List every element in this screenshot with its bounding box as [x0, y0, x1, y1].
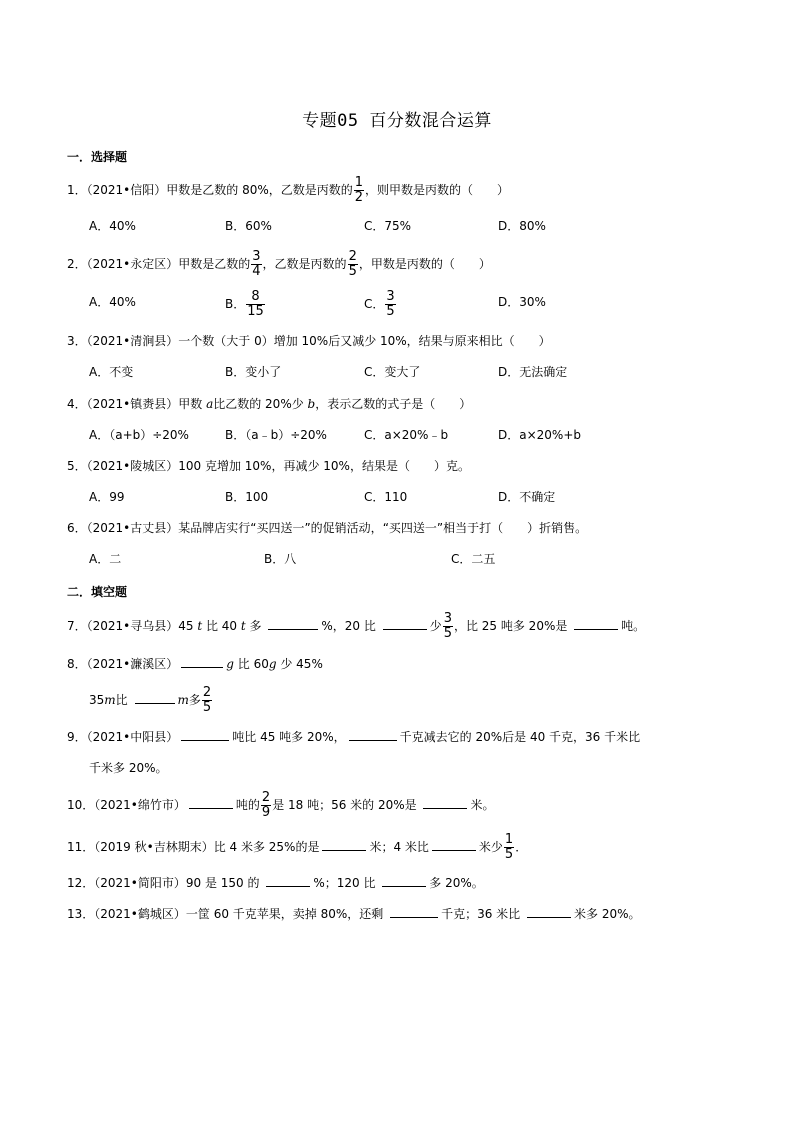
q1-option-d[interactable]: D．80% [498, 219, 546, 233]
q1-fraction: $\frac{1}{2}$ [354, 175, 364, 205]
q2-text-mid: ，乙数是丙数的 [262, 257, 347, 271]
q4-text-mid: 比乙数的 20%少 [213, 397, 308, 411]
q4-option-a[interactable]: A．（a+b）÷20% [89, 428, 189, 442]
q8-blank-1[interactable] [181, 655, 223, 668]
question-8: 8．（2021•濂溪区） g 比 60g 少 45% [67, 657, 323, 671]
q12-blank-1[interactable] [266, 874, 310, 887]
q8-fraction: $\frac{2}{5}$ [202, 685, 212, 715]
q10-fraction: $\frac{2}{9}$ [261, 790, 271, 820]
q7-blank-1[interactable] [268, 617, 318, 630]
q2-text-end: ，甲数是丙数的（ ） [358, 257, 491, 271]
q5-option-d[interactable]: D．不确定 [498, 490, 556, 504]
question-9: 9．（2021•中阳县） 吨比 45 吨多 20%， 千克减去它的 20%后是 40 千克，36 千米比 [67, 730, 641, 744]
q4-text: 4．（2021•镇赉县）甲数 [67, 397, 207, 411]
question-3: 3．（2021•清涧县）一个数（大于 0）增加 10%后又减少 10%，结果与原来相比（ ） [67, 334, 551, 348]
q5-option-a[interactable]: A．99 [89, 490, 125, 504]
q7-blank-3[interactable] [574, 617, 618, 630]
q7-fraction: $\frac{3}{5}$ [443, 611, 452, 641]
q3-option-b[interactable]: B．变小了 [225, 365, 282, 379]
q1-option-c[interactable]: C．75% [364, 219, 412, 233]
question-2 [67, 250, 754, 279]
q2-option-b[interactable]: B． $\frac{8}{15}$ [225, 289, 264, 319]
q2-option-d[interactable]: D．30% [498, 295, 546, 309]
q11-blank-1[interactable] [322, 838, 366, 851]
q3-option-c[interactable]: C．变大了 [364, 365, 421, 379]
question-6: 6．（2021•古丈县）某品牌店实行“买四送一”的促销活动，“买四送一”相当于打（ ）折销售。 [67, 521, 588, 535]
section-choice: 一．选择题 [67, 150, 128, 164]
q2-fraction-2: $\frac{2}{5}$ [348, 249, 357, 279]
q2-option-a[interactable]: A．40% [89, 295, 136, 309]
q10-blank-2[interactable] [423, 796, 467, 809]
question-7: 7．（2021•寻乌县）45 t 比 40 t 多 %，20 比 少 $\frac{3}{5}$ ，比 25 吨多 20%是 吨。 [67, 611, 646, 641]
q8-blank-2[interactable] [135, 691, 175, 704]
q6-option-a[interactable]: A．二 [89, 552, 122, 566]
q6-option-b[interactable]: B．八 [264, 552, 297, 566]
q1-option-a[interactable]: A．40% [89, 219, 136, 233]
q4-option-b[interactable]: B．（a﹣b）÷20% [225, 428, 327, 442]
q5-option-b[interactable]: B．100 [225, 490, 269, 504]
q4-var-a: a [206, 397, 214, 411]
section-fill-in: 二．填空题 [67, 585, 128, 599]
q3-option-d[interactable]: D．无法确定 [498, 365, 568, 379]
page-title: 专题05 百分数混合运算 [302, 111, 492, 131]
q4-option-c[interactable]: C．a×20%﹣b [364, 428, 449, 442]
q1-text: 1．（2021•信阳）甲数是乙数的 80%，乙数是丙数的 [67, 183, 353, 197]
question-4 [67, 394, 754, 414]
question-8-line-2: 35m比 m多 $\frac{2}{5}$ [89, 685, 212, 715]
q4-option-d[interactable]: D．a×20%+b [498, 428, 581, 442]
q4-var-b: b [307, 397, 316, 411]
question-9-line-2: 千米多 20%。 [89, 761, 168, 775]
question-1 [67, 176, 754, 205]
question-10: 10．（2021•绵竹市） 吨的 $\frac{2}{9}$ 是 18 吨；56 米的 20%是 米。 [67, 790, 495, 820]
q12-blank-2[interactable] [382, 874, 426, 887]
q2-text: 2．（2021•永定区）甲数是乙数的 [67, 257, 251, 271]
q2-option-c[interactable]: C． $\frac{3}{5}$ [364, 289, 395, 319]
q5-option-c[interactable]: C．110 [364, 490, 408, 504]
q1-option-b[interactable]: B．60% [225, 219, 272, 233]
q6-option-c[interactable]: C．二五 [451, 552, 496, 566]
q10-blank-1[interactable] [189, 796, 233, 809]
q13-blank-2[interactable] [527, 905, 571, 918]
q9-blank-1[interactable] [181, 728, 229, 741]
question-5: 5．（2021•陵城区）100 克增加 10%，再减少 10%，结果是（ ）克。 [67, 459, 470, 473]
q4-text-end: ，表示乙数的式子是（ ） [315, 397, 472, 411]
question-11: 11．（2019 秋•吉林期末）比 4 米多 25%的是 米；4 米比 米少 $\frac{1}{5}$ ． [67, 832, 528, 862]
q7-blank-2[interactable] [383, 617, 427, 630]
q11-blank-2[interactable] [432, 838, 476, 851]
question-12: 12．（2021•简阳市）90 是 150 的 %；120 比 多 20%。 [67, 876, 484, 890]
q2-fraction-1: $\frac{3}{4}$ [252, 249, 261, 279]
q3-option-a[interactable]: A．不变 [89, 365, 134, 379]
question-13: 13．（2021•鹤城区）一筐 60 千克苹果，卖掉 80%，还剩 千克；36 米比 米多 20%。 [67, 907, 641, 921]
q11-fraction: $\frac{1}{5}$ [504, 832, 514, 862]
q1-text-end: ，则甲数是丙数的（ ） [365, 183, 510, 197]
q13-blank-1[interactable] [390, 905, 438, 918]
q9-blank-2[interactable] [349, 728, 397, 741]
